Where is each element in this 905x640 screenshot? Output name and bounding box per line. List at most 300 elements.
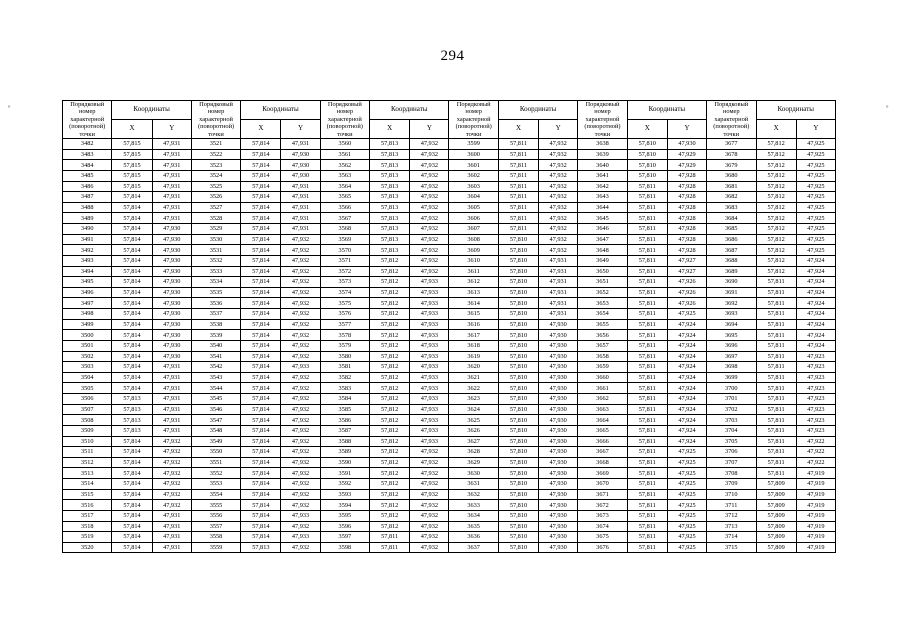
x-coordinate-cell: 57,815 bbox=[112, 160, 152, 171]
point-number-cell: 3681 bbox=[707, 181, 756, 192]
point-number-cell: 3588 bbox=[320, 436, 369, 447]
x-coordinate-cell: 57,814 bbox=[241, 521, 281, 532]
x-coordinate-cell: 57,811 bbox=[627, 394, 667, 405]
point-number-cell: 3672 bbox=[578, 500, 627, 511]
y-coordinate-cell: 47,930 bbox=[539, 500, 578, 511]
x-coordinate-cell: 57,814 bbox=[112, 202, 152, 213]
point-number-cell: 3707 bbox=[707, 457, 756, 468]
y-coordinate-cell: 47,931 bbox=[281, 202, 320, 213]
x-coordinate-cell: 57,811 bbox=[756, 277, 796, 288]
point-number-cell: 3489 bbox=[63, 213, 112, 224]
y-header: Y bbox=[796, 120, 835, 139]
x-coordinate-cell: 57,811 bbox=[627, 287, 667, 298]
x-coordinate-cell: 57,811 bbox=[627, 277, 667, 288]
x-coordinate-cell: 57,814 bbox=[112, 287, 152, 298]
y-coordinate-cell: 47,931 bbox=[281, 181, 320, 192]
point-number-cell: 3671 bbox=[578, 489, 627, 500]
point-number-cell: 3618 bbox=[449, 340, 498, 351]
x-coordinate-cell: 57,814 bbox=[241, 500, 281, 511]
coordinates-header: Координаты bbox=[627, 101, 706, 120]
y-coordinate-cell: 47,932 bbox=[539, 149, 578, 160]
point-number-cell: 3695 bbox=[707, 330, 756, 341]
point-number-cell: 3513 bbox=[63, 468, 112, 479]
x-coordinate-cell: 57,814 bbox=[241, 160, 281, 171]
point-number-cell: 3523 bbox=[191, 160, 240, 171]
x-coordinate-cell: 57,810 bbox=[498, 383, 538, 394]
y-coordinate-cell: 47,924 bbox=[667, 351, 706, 362]
point-number-cell: 3678 bbox=[707, 149, 756, 160]
point-number-cell: 3595 bbox=[320, 510, 369, 521]
y-coordinate-cell: 47,931 bbox=[539, 266, 578, 277]
point-number-cell: 3621 bbox=[449, 372, 498, 383]
point-number-cell: 3562 bbox=[320, 160, 369, 171]
y-coordinate-cell: 47,924 bbox=[667, 362, 706, 373]
y-coordinate-cell: 47,925 bbox=[796, 224, 835, 235]
y-coordinate-cell: 47,931 bbox=[152, 383, 191, 394]
y-header: Y bbox=[410, 120, 449, 139]
y-coordinate-cell: 47,923 bbox=[796, 351, 835, 362]
point-number-cell: 3505 bbox=[63, 383, 112, 394]
x-coordinate-cell: 57,814 bbox=[112, 510, 152, 521]
point-number-cell: 3540 bbox=[191, 340, 240, 351]
y-coordinate-cell: 47,930 bbox=[152, 309, 191, 320]
table-row bbox=[63, 351, 836, 362]
y-coordinate-cell: 47,930 bbox=[539, 436, 578, 447]
x-coordinate-cell: 57,814 bbox=[112, 245, 152, 256]
y-coordinate-cell: 47,932 bbox=[281, 277, 320, 288]
x-coordinate-cell: 57,814 bbox=[241, 255, 281, 266]
y-coordinate-cell: 47,932 bbox=[410, 255, 449, 266]
x-coordinate-cell: 57,814 bbox=[112, 234, 152, 245]
x-coordinate-cell: 57,813 bbox=[370, 224, 410, 235]
x-coordinate-cell: 57,815 bbox=[112, 181, 152, 192]
point-number-cell: 3711 bbox=[707, 500, 756, 511]
point-number-cell: 3683 bbox=[707, 202, 756, 213]
x-coordinate-cell: 57,812 bbox=[756, 170, 796, 181]
point-number-cell: 3629 bbox=[449, 457, 498, 468]
point-number-cell: 3710 bbox=[707, 489, 756, 500]
point-number-cell: 3575 bbox=[320, 298, 369, 309]
y-coordinate-cell: 47,925 bbox=[796, 181, 835, 192]
point-number-cell: 3701 bbox=[707, 394, 756, 405]
point-number-header: Порядковый номер характерной (поворотной) точки bbox=[63, 101, 112, 139]
table-row bbox=[63, 224, 836, 235]
x-coordinate-cell: 57,814 bbox=[241, 479, 281, 490]
y-coordinate-cell: 47,925 bbox=[796, 192, 835, 203]
x-coordinate-cell: 57,809 bbox=[756, 489, 796, 500]
y-coordinate-cell: 47,931 bbox=[539, 277, 578, 288]
x-coordinate-cell: 57,813 bbox=[370, 181, 410, 192]
table-row bbox=[63, 521, 836, 532]
x-coordinate-cell: 57,814 bbox=[241, 139, 281, 150]
x-coordinate-cell: 57,810 bbox=[498, 340, 538, 351]
point-number-cell: 3680 bbox=[707, 170, 756, 181]
x-coordinate-cell: 57,811 bbox=[756, 319, 796, 330]
y-coordinate-cell: 47,930 bbox=[152, 351, 191, 362]
coordinates-table bbox=[62, 100, 836, 553]
point-number-cell: 3684 bbox=[707, 213, 756, 224]
x-coordinate-cell: 57,814 bbox=[241, 362, 281, 373]
x-coordinate-cell: 57,812 bbox=[370, 266, 410, 277]
point-number-cell: 3640 bbox=[578, 160, 627, 171]
point-number-cell: 3516 bbox=[63, 500, 112, 511]
y-coordinate-cell: 47,932 bbox=[410, 160, 449, 171]
point-number-cell: 3546 bbox=[191, 404, 240, 415]
point-number-cell: 3708 bbox=[707, 468, 756, 479]
point-number-cell: 3495 bbox=[63, 277, 112, 288]
point-number-cell: 3507 bbox=[63, 404, 112, 415]
y-coordinate-cell: 47,923 bbox=[796, 383, 835, 394]
y-coordinate-cell: 47,932 bbox=[410, 532, 449, 543]
point-number-cell: 3593 bbox=[320, 489, 369, 500]
y-coordinate-cell: 47,930 bbox=[539, 479, 578, 490]
y-coordinate-cell: 47,931 bbox=[152, 149, 191, 160]
table-row bbox=[63, 245, 836, 256]
point-number-cell: 3690 bbox=[707, 277, 756, 288]
point-number-cell: 3566 bbox=[320, 202, 369, 213]
y-coordinate-cell: 47,930 bbox=[539, 510, 578, 521]
x-coordinate-cell: 57,811 bbox=[498, 202, 538, 213]
x-header: X bbox=[370, 120, 410, 139]
point-number-cell: 3587 bbox=[320, 425, 369, 436]
y-coordinate-cell: 47,925 bbox=[667, 521, 706, 532]
x-coordinate-cell: 57,813 bbox=[370, 160, 410, 171]
y-coordinate-cell: 47,932 bbox=[281, 298, 320, 309]
y-coordinate-cell: 47,930 bbox=[539, 394, 578, 405]
x-coordinate-cell: 57,811 bbox=[498, 224, 538, 235]
x-coordinate-cell: 57,810 bbox=[627, 170, 667, 181]
table-row bbox=[63, 436, 836, 447]
point-number-cell: 3506 bbox=[63, 394, 112, 405]
point-number-cell: 3605 bbox=[449, 202, 498, 213]
point-number-cell: 3607 bbox=[449, 224, 498, 235]
x-coordinate-cell: 57,812 bbox=[370, 436, 410, 447]
scan-mark: ₒ bbox=[886, 100, 889, 109]
y-coordinate-cell: 47,932 bbox=[152, 468, 191, 479]
y-coordinate-cell: 47,932 bbox=[410, 245, 449, 256]
point-number-cell: 3682 bbox=[707, 192, 756, 203]
y-coordinate-cell: 47,932 bbox=[281, 330, 320, 341]
point-number-cell: 3663 bbox=[578, 404, 627, 415]
x-coordinate-cell: 57,811 bbox=[627, 224, 667, 235]
y-coordinate-cell: 47,930 bbox=[152, 277, 191, 288]
point-number-cell: 3497 bbox=[63, 298, 112, 309]
table-row bbox=[63, 319, 836, 330]
y-coordinate-cell: 47,925 bbox=[796, 202, 835, 213]
x-coordinate-cell: 57,812 bbox=[370, 330, 410, 341]
x-coordinate-cell: 57,811 bbox=[627, 192, 667, 203]
y-coordinate-cell: 47,931 bbox=[152, 181, 191, 192]
x-coordinate-cell: 57,811 bbox=[756, 394, 796, 405]
x-coordinate-cell: 57,810 bbox=[498, 479, 538, 490]
x-coordinate-cell: 57,810 bbox=[498, 532, 538, 543]
x-coordinate-cell: 57,810 bbox=[498, 266, 538, 277]
x-coordinate-cell: 57,814 bbox=[241, 266, 281, 277]
point-number-cell: 3655 bbox=[578, 319, 627, 330]
y-coordinate-cell: 47,932 bbox=[152, 500, 191, 511]
x-coordinate-cell: 57,814 bbox=[112, 309, 152, 320]
x-coordinate-cell: 57,811 bbox=[370, 542, 410, 553]
point-number-cell: 3560 bbox=[320, 139, 369, 150]
y-coordinate-cell: 47,923 bbox=[796, 394, 835, 405]
x-coordinate-cell: 57,812 bbox=[756, 181, 796, 192]
point-number-cell: 3652 bbox=[578, 287, 627, 298]
x-coordinate-cell: 57,813 bbox=[370, 192, 410, 203]
y-coordinate-cell: 47,930 bbox=[539, 521, 578, 532]
y-coordinate-cell: 47,924 bbox=[667, 330, 706, 341]
x-coordinate-cell: 57,811 bbox=[498, 160, 538, 171]
table-row bbox=[63, 202, 836, 213]
point-number-cell: 3668 bbox=[578, 457, 627, 468]
y-coordinate-cell: 47,930 bbox=[667, 139, 706, 150]
point-number-cell: 3673 bbox=[578, 510, 627, 521]
point-number-cell: 3578 bbox=[320, 330, 369, 341]
point-number-cell: 3538 bbox=[191, 319, 240, 330]
x-coordinate-cell: 57,811 bbox=[627, 351, 667, 362]
y-coordinate-cell: 47,932 bbox=[410, 213, 449, 224]
point-number-cell: 3551 bbox=[191, 457, 240, 468]
y-coordinate-cell: 47,933 bbox=[410, 372, 449, 383]
table-row bbox=[63, 340, 836, 351]
x-coordinate-cell: 57,812 bbox=[370, 521, 410, 532]
point-number-cell: 3517 bbox=[63, 510, 112, 521]
table-row bbox=[63, 479, 836, 490]
point-number-cell: 3567 bbox=[320, 213, 369, 224]
y-coordinate-cell: 47,933 bbox=[410, 362, 449, 373]
table-row bbox=[63, 510, 836, 521]
x-coordinate-cell: 57,814 bbox=[112, 351, 152, 362]
y-coordinate-cell: 47,930 bbox=[539, 362, 578, 373]
table-row bbox=[63, 468, 836, 479]
x-coordinate-cell: 57,812 bbox=[370, 479, 410, 490]
y-coordinate-cell: 47,919 bbox=[796, 468, 835, 479]
y-coordinate-cell: 47,932 bbox=[281, 383, 320, 394]
y-coordinate-cell: 47,930 bbox=[539, 542, 578, 553]
point-number-cell: 3608 bbox=[449, 234, 498, 245]
y-coordinate-cell: 47,932 bbox=[281, 319, 320, 330]
point-number-cell: 3548 bbox=[191, 425, 240, 436]
y-coordinate-cell: 47,933 bbox=[410, 309, 449, 320]
x-coordinate-cell: 57,814 bbox=[112, 266, 152, 277]
point-number-cell: 3563 bbox=[320, 170, 369, 181]
point-number-cell: 3610 bbox=[449, 255, 498, 266]
point-number-cell: 3529 bbox=[191, 224, 240, 235]
point-number-cell: 3613 bbox=[449, 287, 498, 298]
x-coordinate-cell: 57,811 bbox=[627, 500, 667, 511]
point-number-cell: 3688 bbox=[707, 255, 756, 266]
point-number-cell: 3483 bbox=[63, 149, 112, 160]
x-coordinate-cell: 57,811 bbox=[627, 298, 667, 309]
y-coordinate-cell: 47,924 bbox=[796, 298, 835, 309]
point-number-cell: 3531 bbox=[191, 245, 240, 256]
x-coordinate-cell: 57,812 bbox=[756, 139, 796, 150]
x-coordinate-cell: 57,814 bbox=[112, 489, 152, 500]
point-number-cell: 3555 bbox=[191, 500, 240, 511]
x-coordinate-cell: 57,811 bbox=[756, 372, 796, 383]
point-number-cell: 3528 bbox=[191, 213, 240, 224]
point-number-cell: 3609 bbox=[449, 245, 498, 256]
coordinates-header: Координаты bbox=[112, 101, 191, 120]
y-coordinate-cell: 47,925 bbox=[796, 149, 835, 160]
point-number-cell: 3642 bbox=[578, 181, 627, 192]
x-header: X bbox=[756, 120, 796, 139]
point-number-cell: 3669 bbox=[578, 468, 627, 479]
x-coordinate-cell: 57,811 bbox=[756, 362, 796, 373]
y-coordinate-cell: 47,932 bbox=[152, 447, 191, 458]
y-coordinate-cell: 47,924 bbox=[667, 383, 706, 394]
x-coordinate-cell: 57,811 bbox=[756, 309, 796, 320]
y-coordinate-cell: 47,926 bbox=[667, 287, 706, 298]
y-coordinate-cell: 47,932 bbox=[281, 425, 320, 436]
point-number-cell: 3634 bbox=[449, 510, 498, 521]
y-coordinate-cell: 47,930 bbox=[152, 224, 191, 235]
y-coordinate-cell: 47,933 bbox=[410, 436, 449, 447]
y-coordinate-cell: 47,925 bbox=[667, 532, 706, 543]
y-coordinate-cell: 47,932 bbox=[539, 139, 578, 150]
x-coordinate-cell: 57,814 bbox=[112, 500, 152, 511]
y-coordinate-cell: 47,930 bbox=[281, 149, 320, 160]
y-coordinate-cell: 47,919 bbox=[796, 500, 835, 511]
x-coordinate-cell: 57,814 bbox=[112, 192, 152, 203]
x-coordinate-cell: 57,813 bbox=[112, 394, 152, 405]
point-number-cell: 3512 bbox=[63, 457, 112, 468]
point-number-cell: 3679 bbox=[707, 160, 756, 171]
y-coordinate-cell: 47,931 bbox=[152, 510, 191, 521]
y-coordinate-cell: 47,931 bbox=[152, 139, 191, 150]
point-number-header: Порядковый номер характерной (поворотной) точки bbox=[707, 101, 756, 139]
x-coordinate-cell: 57,814 bbox=[112, 436, 152, 447]
point-number-cell: 3599 bbox=[449, 139, 498, 150]
y-coordinate-cell: 47,925 bbox=[667, 500, 706, 511]
x-coordinate-cell: 57,814 bbox=[241, 202, 281, 213]
y-coordinate-cell: 47,932 bbox=[539, 192, 578, 203]
y-coordinate-cell: 47,932 bbox=[281, 521, 320, 532]
x-coordinate-cell: 57,810 bbox=[498, 234, 538, 245]
point-number-cell: 3600 bbox=[449, 149, 498, 160]
x-coordinate-cell: 57,814 bbox=[112, 330, 152, 341]
x-coordinate-cell: 57,812 bbox=[756, 192, 796, 203]
point-number-cell: 3633 bbox=[449, 500, 498, 511]
x-coordinate-cell: 57,811 bbox=[627, 436, 667, 447]
y-coordinate-cell: 47,930 bbox=[152, 319, 191, 330]
y-coordinate-cell: 47,925 bbox=[667, 489, 706, 500]
y-coordinate-cell: 47,923 bbox=[796, 404, 835, 415]
point-number-cell: 3573 bbox=[320, 277, 369, 288]
x-header: X bbox=[241, 120, 281, 139]
page-number: 294 bbox=[440, 48, 465, 64]
point-number-cell: 3498 bbox=[63, 309, 112, 320]
point-number-cell: 3552 bbox=[191, 468, 240, 479]
point-number-cell: 3603 bbox=[449, 181, 498, 192]
y-coordinate-cell: 47,933 bbox=[410, 351, 449, 362]
point-number-cell: 3572 bbox=[320, 266, 369, 277]
x-coordinate-cell: 57,811 bbox=[756, 383, 796, 394]
point-number-cell: 3714 bbox=[707, 532, 756, 543]
x-coordinate-cell: 57,810 bbox=[498, 245, 538, 256]
x-coordinate-cell: 57,812 bbox=[370, 319, 410, 330]
y-coordinate-cell: 47,928 bbox=[667, 245, 706, 256]
x-coordinate-cell: 57,811 bbox=[627, 532, 667, 543]
y-coordinate-cell: 47,923 bbox=[796, 372, 835, 383]
x-coordinate-cell: 57,812 bbox=[756, 255, 796, 266]
x-coordinate-cell: 57,813 bbox=[370, 234, 410, 245]
x-coordinate-cell: 57,814 bbox=[241, 468, 281, 479]
y-coordinate-cell: 47,932 bbox=[281, 340, 320, 351]
point-number-cell: 3676 bbox=[578, 542, 627, 553]
y-coordinate-cell: 47,932 bbox=[410, 170, 449, 181]
y-coordinate-cell: 47,925 bbox=[667, 468, 706, 479]
x-coordinate-cell: 57,814 bbox=[241, 149, 281, 160]
x-coordinate-cell: 57,812 bbox=[756, 160, 796, 171]
y-coordinate-cell: 47,933 bbox=[410, 415, 449, 426]
y-coordinate-cell: 47,932 bbox=[410, 234, 449, 245]
y-coordinate-cell: 47,932 bbox=[281, 404, 320, 415]
point-number-cell: 3557 bbox=[191, 521, 240, 532]
x-coordinate-cell: 57,810 bbox=[627, 160, 667, 171]
y-coordinate-cell: 47,925 bbox=[667, 479, 706, 490]
y-coordinate-cell: 47,924 bbox=[667, 372, 706, 383]
point-number-cell: 3576 bbox=[320, 309, 369, 320]
x-coordinate-cell: 57,810 bbox=[498, 436, 538, 447]
table-row bbox=[63, 330, 836, 341]
point-number-cell: 3691 bbox=[707, 287, 756, 298]
x-coordinate-cell: 57,809 bbox=[756, 500, 796, 511]
point-number-cell: 3694 bbox=[707, 319, 756, 330]
y-coordinate-cell: 47,930 bbox=[539, 468, 578, 479]
point-number-cell: 3622 bbox=[449, 383, 498, 394]
y-coordinate-cell: 47,928 bbox=[667, 224, 706, 235]
point-number-cell: 3484 bbox=[63, 160, 112, 171]
point-number-cell: 3606 bbox=[449, 213, 498, 224]
point-number-cell: 3547 bbox=[191, 415, 240, 426]
y-coordinate-cell: 47,930 bbox=[539, 489, 578, 500]
point-number-cell: 3527 bbox=[191, 202, 240, 213]
x-coordinate-cell: 57,810 bbox=[498, 542, 538, 553]
x-coordinate-cell: 57,814 bbox=[241, 277, 281, 288]
y-coordinate-cell: 47,930 bbox=[539, 330, 578, 341]
scan-mark: ₒ bbox=[8, 100, 11, 109]
point-number-cell: 3487 bbox=[63, 192, 112, 203]
table-row bbox=[63, 149, 836, 160]
y-coordinate-cell: 47,919 bbox=[796, 521, 835, 532]
x-coordinate-cell: 57,813 bbox=[370, 213, 410, 224]
point-number-cell: 3598 bbox=[320, 542, 369, 553]
x-coordinate-cell: 57,814 bbox=[241, 351, 281, 362]
point-number-cell: 3623 bbox=[449, 394, 498, 405]
point-number-cell: 3579 bbox=[320, 340, 369, 351]
y-coordinate-cell: 47,932 bbox=[281, 266, 320, 277]
x-coordinate-cell: 57,814 bbox=[241, 298, 281, 309]
x-coordinate-cell: 57,814 bbox=[241, 404, 281, 415]
y-coordinate-cell: 47,932 bbox=[539, 170, 578, 181]
point-number-cell: 3494 bbox=[63, 266, 112, 277]
x-coordinate-cell: 57,811 bbox=[756, 468, 796, 479]
x-coordinate-cell: 57,811 bbox=[498, 149, 538, 160]
x-coordinate-cell: 57,811 bbox=[627, 309, 667, 320]
point-number-cell: 3611 bbox=[449, 266, 498, 277]
y-coordinate-cell: 47,931 bbox=[281, 224, 320, 235]
y-coordinate-cell: 47,925 bbox=[796, 245, 835, 256]
y-coordinate-cell: 47,925 bbox=[667, 510, 706, 521]
point-number-cell: 3709 bbox=[707, 479, 756, 490]
x-coordinate-cell: 57,810 bbox=[498, 362, 538, 373]
point-number-cell: 3696 bbox=[707, 340, 756, 351]
x-coordinate-cell: 57,811 bbox=[756, 447, 796, 458]
y-coordinate-cell: 47,932 bbox=[152, 457, 191, 468]
y-coordinate-cell: 47,924 bbox=[667, 404, 706, 415]
table-row bbox=[63, 489, 836, 500]
y-coordinate-cell: 47,931 bbox=[152, 362, 191, 373]
